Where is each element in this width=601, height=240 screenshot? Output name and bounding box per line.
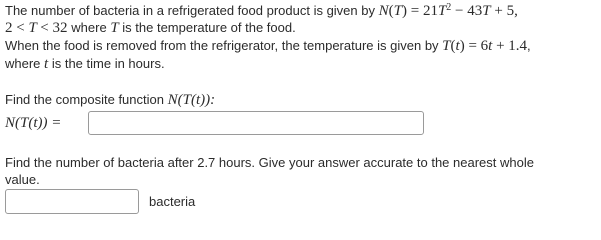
problem-line-2	[5, 20, 296, 36]
composite-label: N(T(t)) =	[5, 115, 62, 131]
time-description: is the time in hours.	[51, 56, 165, 71]
composite-function-input[interactable]	[88, 111, 424, 135]
intro-text: The number of bacteria in a refrigerated food product is given by	[5, 3, 375, 18]
part1-prompt: Find the composite function N(T(t)):	[5, 92, 216, 108]
problem-line-3: When the food is removed from the refrigerator, the temperature is given by T(t) = 6t + 1.4,	[5, 38, 531, 54]
n-function-formula: $N(T) = 21T^2 - 43T + 5$,	[378, 2, 518, 19]
temperature-variable: T	[110, 20, 119, 36]
temperature-range: 2 < T < 32	[5, 20, 68, 36]
temperature-description: is the temperature of the food.	[122, 20, 296, 35]
t-function-formula: T(t) = 6t + 1.4	[442, 38, 528, 54]
time-variable: t	[44, 56, 49, 72]
part2-prompt-line-2: value.	[5, 172, 40, 187]
part2-prompt-line-1: Find the number of bacteria after 2.7 hours. Give your answer accurate to the nearest whole	[5, 155, 534, 170]
bacteria-count-input[interactable]	[5, 189, 139, 214]
where-word: where	[71, 20, 107, 35]
problem-line-4: where t is the time in hours.	[5, 56, 165, 72]
problem-line-1	[5, 3, 518, 19]
removed-text: When the food is removed from the refrigerator, the temperature is given by	[5, 38, 439, 53]
bacteria-unit-label: bacteria	[149, 194, 196, 209]
composite-notation: N(T(t)):	[167, 92, 216, 108]
